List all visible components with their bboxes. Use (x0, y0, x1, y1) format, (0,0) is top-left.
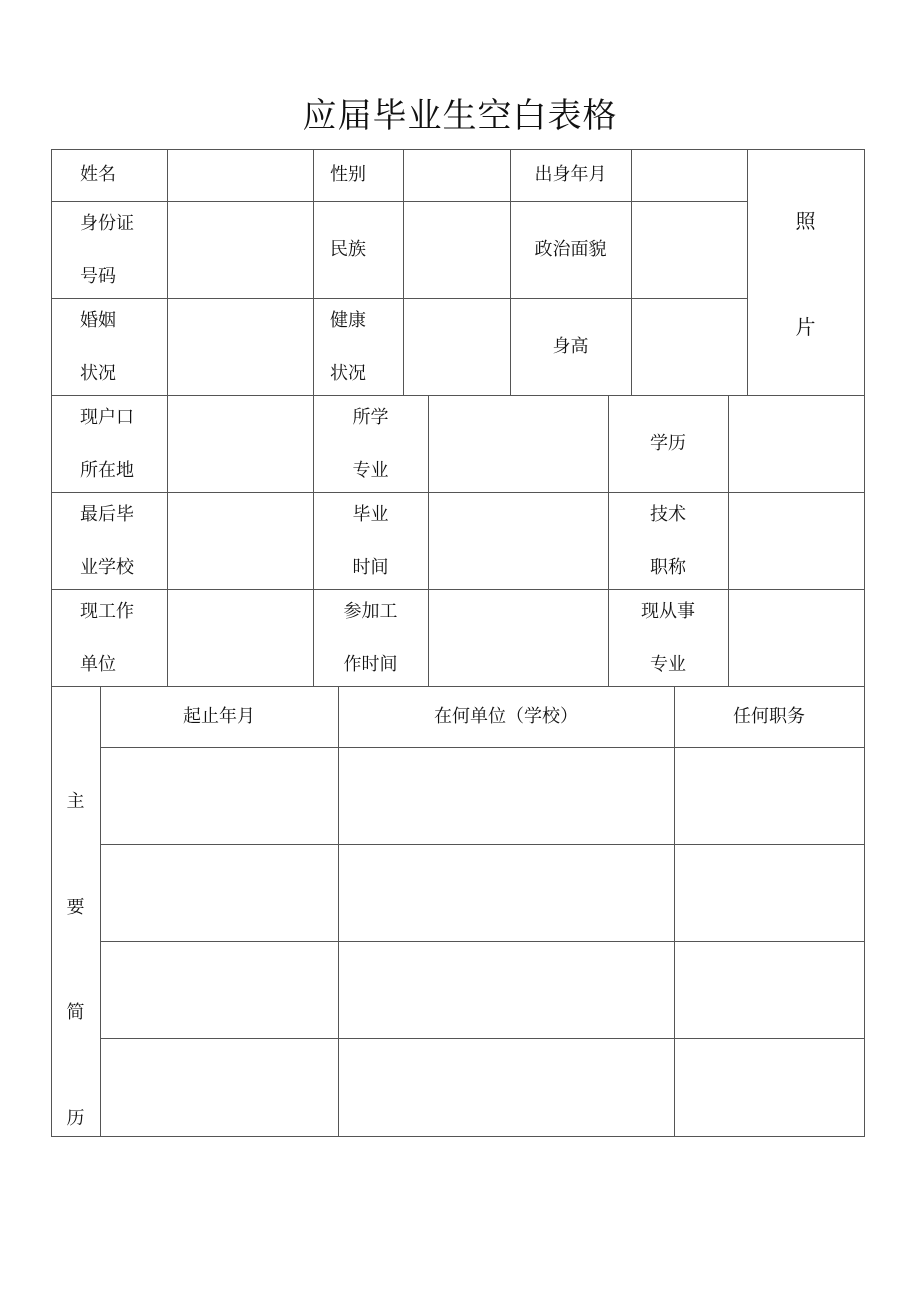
current-field-field[interactable] (728, 589, 864, 686)
gender-label (313, 149, 403, 201)
id-number-field[interactable] (167, 201, 313, 298)
photo-label-char: 片 (795, 315, 816, 339)
grid-line (51, 1136, 865, 1137)
graduation-time-label (313, 492, 428, 589)
resume-header-position (674, 686, 864, 747)
resume-section-label (51, 686, 100, 1136)
header-text: 任何职务 (733, 705, 805, 727)
political-status-field[interactable] (631, 201, 747, 298)
label-text: 时间 (352, 557, 389, 578)
employer-field[interactable] (167, 589, 313, 686)
label-text: 业学校 (80, 557, 134, 578)
label-text: 现户口 (80, 407, 134, 428)
label-text: 现从事 (641, 601, 695, 622)
name-field[interactable] (167, 149, 313, 201)
employer-label (51, 589, 167, 686)
label-text: 状况 (80, 363, 116, 384)
major-field[interactable] (428, 395, 608, 492)
label-text: 政治面貌 (534, 238, 607, 260)
birth-label (510, 149, 631, 201)
ethnicity-label (313, 201, 403, 298)
hukou-field[interactable] (167, 395, 313, 492)
hukou-label (51, 395, 167, 492)
degree-field[interactable] (728, 395, 864, 492)
resume-period-cell[interactable] (100, 941, 338, 1038)
school-field[interactable] (167, 492, 313, 589)
label-text: 状况 (330, 363, 366, 384)
label-text: 民族 (330, 238, 366, 260)
label-text: 作时间 (343, 654, 398, 675)
grid-line (864, 149, 865, 1137)
height-label (510, 298, 631, 395)
work-start-field[interactable] (428, 589, 608, 686)
label-text: 性别 (330, 164, 366, 185)
label-text: 专业 (650, 654, 686, 675)
gender-field[interactable] (403, 149, 510, 201)
resume-position-cell[interactable] (674, 844, 864, 941)
label-text: 身高 (552, 335, 589, 357)
resume-organization-cell[interactable] (338, 1038, 674, 1136)
marital-status-field[interactable] (167, 298, 313, 395)
label-text: 专业 (352, 460, 389, 481)
technical-title-field[interactable] (728, 492, 864, 589)
degree-label (608, 395, 728, 492)
label-text: 现工作 (80, 601, 134, 622)
current-field-label (608, 589, 728, 686)
resume-period-cell[interactable] (100, 1038, 338, 1136)
height-field[interactable] (631, 298, 747, 395)
label-text: 健康 (330, 310, 366, 331)
id-number-label (51, 201, 167, 298)
resume-organization-cell[interactable] (338, 941, 674, 1038)
form-title: 应届毕业生空白表格 (302, 96, 618, 136)
health-label (313, 298, 403, 395)
health-field[interactable] (403, 298, 510, 395)
label-char: 简 (66, 1002, 85, 1024)
birth-field[interactable] (631, 149, 747, 201)
resume-position-cell[interactable] (674, 941, 864, 1038)
political-status-label (510, 201, 631, 298)
resume-header-period (100, 686, 338, 747)
label-text: 职称 (650, 557, 686, 578)
label-text: 姓名 (80, 164, 116, 185)
marital-status-label (51, 298, 167, 395)
label-text: 身份证 (80, 213, 134, 234)
label-text: 技术 (650, 504, 686, 525)
resume-period-cell[interactable] (100, 844, 338, 941)
work-start-label (313, 589, 428, 686)
resume-organization-cell[interactable] (338, 844, 674, 941)
label-text: 号码 (80, 266, 116, 287)
major-label (313, 395, 428, 492)
label-text: 参加工 (343, 601, 398, 622)
label-text: 单位 (80, 654, 116, 675)
photo-label-char: 照 (795, 209, 816, 233)
resume-position-cell[interactable] (674, 747, 864, 844)
resume-period-cell[interactable] (100, 747, 338, 844)
school-label (51, 492, 167, 589)
photo-box[interactable] (747, 149, 864, 395)
label-text: 所在地 (80, 460, 134, 481)
header-text: 在何单位（学校） (434, 705, 578, 727)
ethnicity-field[interactable] (403, 201, 510, 298)
label-text: 出身年月 (534, 164, 607, 185)
label-char: 要 (66, 896, 85, 918)
label-text: 学历 (650, 432, 686, 454)
label-char: 主 (66, 791, 85, 812)
name-label (51, 149, 167, 201)
label-text: 最后毕 (80, 504, 134, 525)
header-text: 起止年月 (183, 705, 255, 727)
label-text: 婚姻 (80, 310, 116, 331)
technical-title-label (608, 492, 728, 589)
resume-header-organization (338, 686, 674, 747)
label-char: 历 (66, 1107, 85, 1129)
resume-position-cell[interactable] (674, 1038, 864, 1136)
label-text: 所学 (352, 407, 389, 428)
resume-organization-cell[interactable] (338, 747, 674, 844)
label-text: 毕业 (352, 504, 389, 525)
graduation-time-field[interactable] (428, 492, 608, 589)
